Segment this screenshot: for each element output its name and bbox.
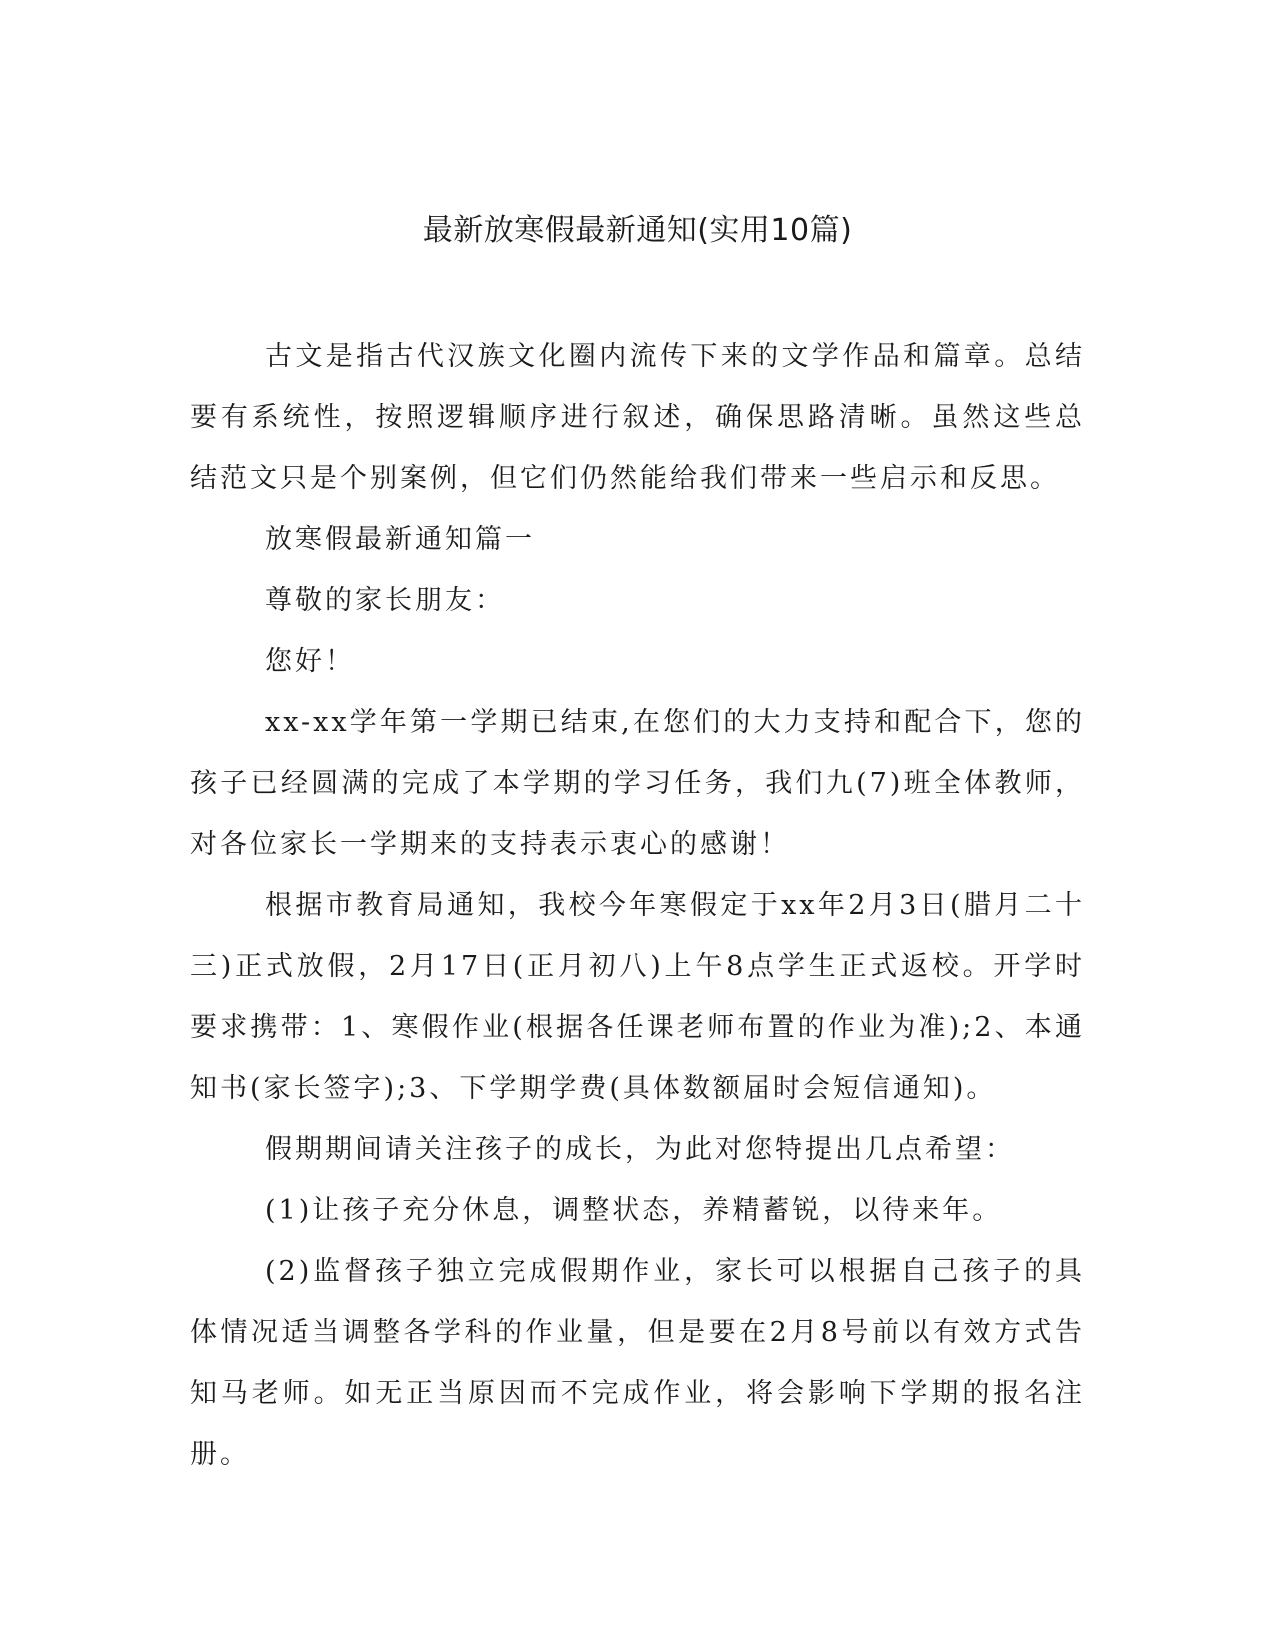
hopes-intro: 假期期间请关注孩子的成长，为此对您特提出几点希望：: [265, 1134, 1015, 1165]
hope-item-2: (2)监督孩子独立完成假期作业，家长可以根据自己孩子的具体情况适当调整各学科的作业量，但是要在2月8号前以有效方式告知马老师。如无正当原因而不完成作业，将会影响下学期的报名注册。: [190, 1256, 1085, 1470]
salutation: 尊敬的家长朋友：: [265, 585, 505, 616]
schedule-paragraph: 根据市教育局通知，我校今年寒假定于xx年2月3日(腊月二十三)正式放假，2月17日(正月初八)上午8点学生正式返校。开学时要求携带：1、寒假作业(根据各任课老师布置的作业为准);2、本通知书(家长签字);3、下学期学费(具体数额届时会短信通知)。: [190, 890, 1085, 1104]
section-heading: 放寒假最新通知篇一: [265, 524, 535, 555]
thanks-paragraph: xx-xx学年第一学期已结束,在您们的大力支持和配合下，您的孩子已经圆满的完成了本学期的学习任务，我们九(7)班全体教师，对各位家长一学期来的支持表示衷心的感谢！: [190, 707, 1085, 860]
intro-paragraph: 古文是指古代汉族文化圈内流传下来的文学作品和篇章。总结要有系统性，按照逻辑顺序进行叙述，确保思路清晰。虽然这些总结范文只是个别案例，但它们仍然能给我们带来一些启示和反思。: [190, 341, 1085, 494]
greeting: 您好！: [265, 646, 355, 677]
document-title: 最新放寒假最新通知(实用10篇): [422, 213, 853, 248]
document-body: [190, 326, 1085, 1485]
hope-item-1: (1)让孩子充分休息，调整状态，养精蓄锐，以待来年。: [265, 1195, 1003, 1226]
